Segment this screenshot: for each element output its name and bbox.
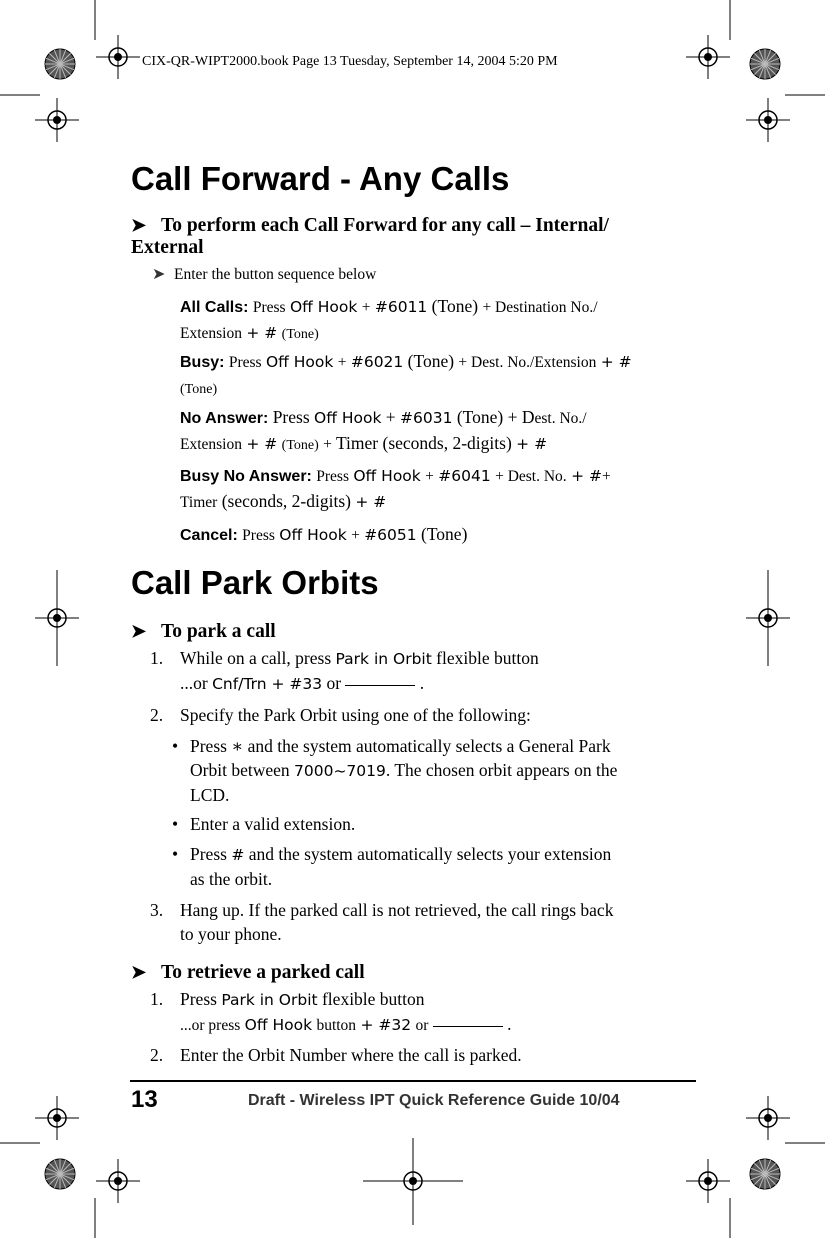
- park-bullet-3: • Press # and the system automatically selects your extension as the orbit.: [172, 844, 612, 889]
- retrieve-step-2: 2. Enter the Orbit Number where the call is parked.: [150, 1045, 522, 1065]
- starburst-bottom-right: [750, 1159, 780, 1189]
- crosshair-top-1: [96, 35, 140, 79]
- arrow-icon: ➤: [152, 266, 166, 283]
- section-title-call-forward: Call Forward - Any Calls: [131, 160, 510, 197]
- arrow-icon: ➤: [131, 962, 147, 982]
- crosshair-top-3: [35, 98, 79, 142]
- starburst-top-right: [750, 49, 780, 79]
- park-bullet-2: • Enter a valid extension.: [172, 814, 356, 834]
- crosshair-top-4: [746, 98, 790, 142]
- arrow-icon: ➤: [131, 621, 147, 641]
- blank-line: [345, 684, 415, 686]
- footer-title: Draft - Wireless IPT Quick Reference Guide 10/04: [248, 1092, 620, 1109]
- starburst-top-left: [45, 49, 75, 79]
- park-step-1: 1. While on a call, press Park in Orbit flexible button ...or Cnf/Trn + #33 or .: [150, 648, 539, 693]
- entry-no-answer: No Answer: Press Off Hook + #6031 (Tone) + Dest. No./ Extension + # (Tone) + Timer (seconds, 2-digits) + #: [180, 407, 587, 453]
- park-step-2: 2. Specify the Park Orbit using one of the following:: [150, 705, 531, 725]
- entry-busy: Busy: Press Off Hook + #6021 (Tone) + Dest. No./Extension + # (Tone): [180, 351, 632, 397]
- crosshair-top-2: [686, 35, 730, 79]
- retrieve-subheading: ➤ To retrieve a parked call: [131, 962, 365, 983]
- blank-line: [433, 1025, 503, 1027]
- retrieve-step-1: 1. Press Park in Orbit flexible button ...or press Off Hook button + #32 or .: [150, 989, 512, 1034]
- starburst-bottom-left: [45, 1159, 75, 1189]
- crosshair-bottom-2: [746, 1096, 790, 1140]
- entry-busy-no-answer: Busy No Answer: Press Off Hook + #6041 + Dest. No. + #+ Timer (seconds, 2-digits) + #: [180, 467, 611, 511]
- section-title-call-park: Call Park Orbits: [131, 564, 379, 601]
- call-forward-step: ➤ Enter the button sequence below: [152, 261, 376, 287]
- entry-cancel: Cancel: Press Off Hook + #6051 (Tone): [180, 524, 468, 544]
- park-subheading: ➤ To park a call: [131, 621, 276, 642]
- crosshair-bottom-1: [35, 1096, 79, 1140]
- arrow-icon: ➤: [131, 215, 147, 235]
- footer-rule: [130, 1080, 696, 1082]
- call-forward-subheading: ➤ To perform each Call Forward for any call – Internal/ External: [131, 215, 609, 258]
- crosshair-bottom-3: [96, 1159, 140, 1203]
- file-header: CIX-QR-WIPT2000.book Page 13 Tuesday, September 14, 2004 5:20 PM: [142, 54, 558, 69]
- page-number: 13: [131, 1086, 158, 1113]
- entry-all-calls: All Calls: Press Off Hook + #6011 (Tone) + Destination No./ Extension + # (Tone): [180, 296, 598, 342]
- park-bullet-1: • Press ∗ and the system automatically selects a General Park Orbit between 7000~7019. The chosen orbit appears on the LCD.: [172, 736, 618, 805]
- crosshair-bottom-5: [686, 1159, 730, 1203]
- park-step-3: 3. Hang up. If the parked call is not retrieved, the call rings back to your phone.: [150, 900, 614, 944]
